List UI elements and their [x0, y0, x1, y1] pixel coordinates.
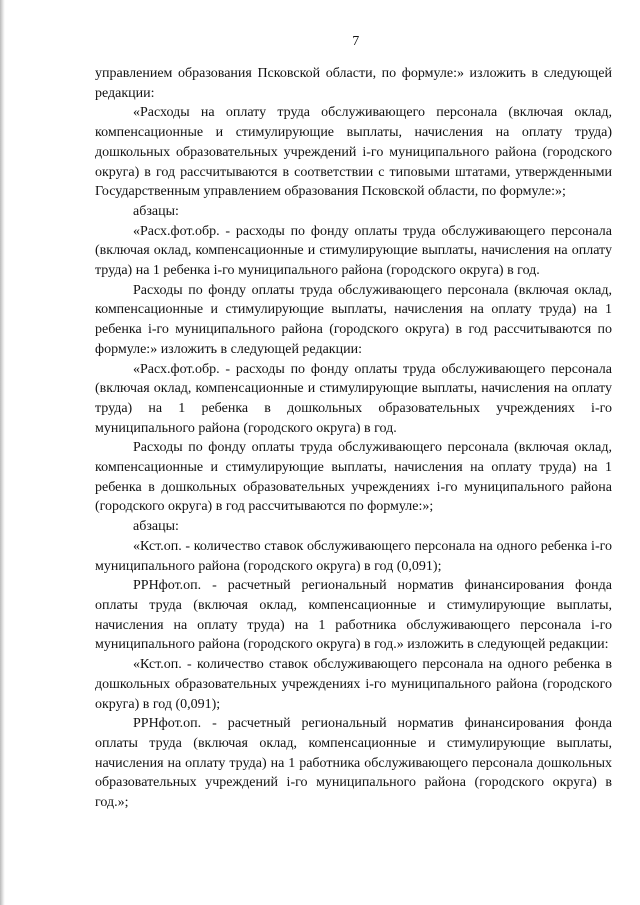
paragraph-5: Расходы по фонду оплаты труда обслуживающего персонала (включая оклад, компенсационные и стимулирующие выплаты, начисления на оплату труда) на 1 ребенка i-го муниципального района (городского округа) в год рассчитываются по формуле:» изложить в следующей редакции:	[95, 282, 612, 357]
paragraph-3: абзацы:	[133, 203, 179, 219]
paragraph-4: «Расх.фот.обр. - расходы по фонду оплаты труда обслуживающего персонала (включая оклад, компенсационные и стимулирующие выплаты, начисления на оплату труда) на 1 ребенка i-го муниципального района (городского округа) в год.	[95, 223, 612, 279]
paragraph-6: «Расх.фот.обр. - расходы по фонду оплаты труда обслуживающего персонала (включая оклад, компенсационные и стимулирующие выплаты, начисления на оплату труда) на 1 ребенка в дошкольных образовательных учреждениях i-го муниципального района (городского округа) в год.	[95, 361, 612, 436]
paragraph-8: абзацы:	[133, 519, 179, 535]
document-body	[95, 64, 612, 813]
paragraph-2: «Расходы на оплату труда обслуживающего персонала (включая оклад, компенсационные и стимулирующие выплаты, начисления на оплату труда) дошкольных образовательных учреждений i-го муниципального района (городского округа) в год рассчитываются в соответствии с типовыми штатами, утвержденными Государственным управлением образования Псковской области, по формуле:»;	[95, 105, 612, 200]
paragraph-7: Расходы по фонду оплаты труда обслуживающего персонала (включая оклад, компенсационные и стимулирующие выплаты, начисления на оплату труда) на 1 ребенка в дошкольных образовательных учреждениях i-го муниципального района (городского округа) в год рассчитываются по формуле:»;	[95, 440, 612, 515]
paragraph-9: «Кст.оп. - количество ставок обслуживающего персонала на одного ребенка i-го муниципального района (городского округа) в год (0,091);	[95, 538, 612, 574]
paragraph-11: «Кст.оп. - количество ставок обслуживающего персонала на одного ребенка в дошкольных образовательных учреждениях i-го муниципального района (городского округа) в год (0,091);	[95, 657, 612, 712]
scan-left-edge	[0, 0, 5, 905]
paragraph-10: РРНфот.оп. - расчетный региональный норматив финансирования фонда оплаты труда (включая оклад, компенсационные и стимулирующие выплаты, начисления на оплату труда) на 1 работника обслуживающего персонала i-го муниципального района (городского округа) в год.» изложить в следующей редакции:	[95, 578, 612, 653]
page-number: 7	[352, 34, 360, 49]
paragraph-12: РРНфот.оп. - расчетный региональный норматив финансирования фонда оплаты труда (включая оклад, компенсационные и стимулирующие выплаты, начисления на оплату труда) на 1 работника обслуживающего персонала дошкольных образовательных учреждений i-го муниципального района (городского округа) в год.»;	[95, 716, 612, 811]
paragraph-1: управлением образования Псковской области, по формуле:» изложить в следующей редакции:	[95, 66, 612, 101]
